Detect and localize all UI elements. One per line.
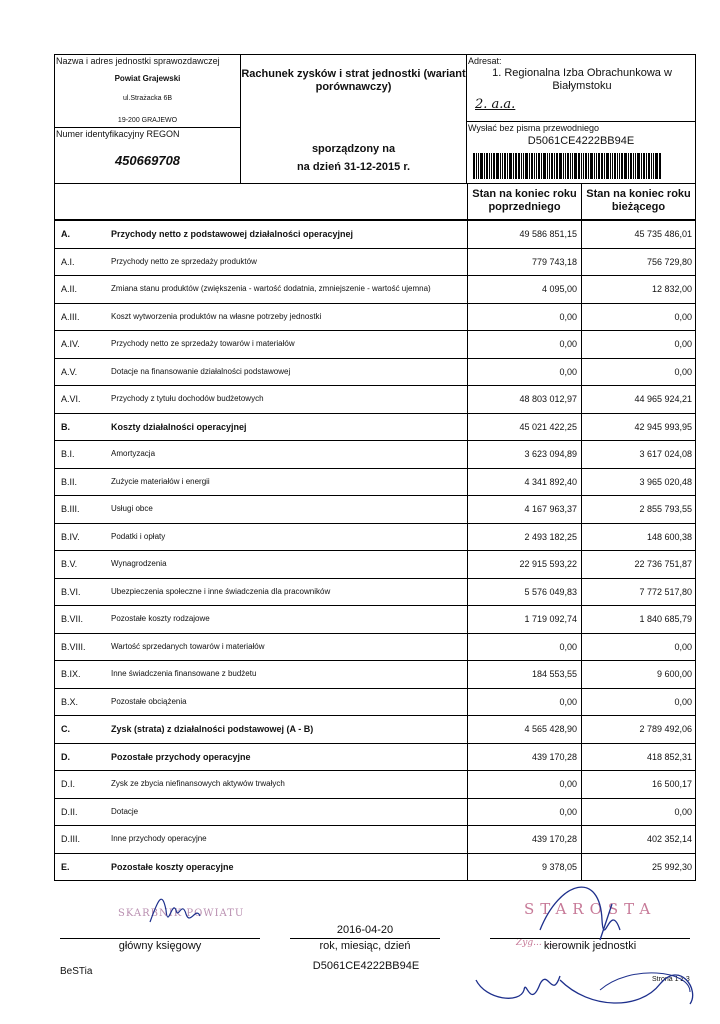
row-curr-value: 0,00 xyxy=(581,331,695,358)
barcode-bar xyxy=(637,153,640,179)
circle-scribble xyxy=(600,973,690,992)
table-row xyxy=(55,248,695,276)
barcode-bar xyxy=(559,153,562,179)
row-name: Usługi obce xyxy=(111,504,153,514)
barcode-bar xyxy=(596,153,597,179)
table-row xyxy=(55,468,695,496)
barcode-bar xyxy=(491,153,492,179)
accountant-signature xyxy=(150,899,200,922)
table-row xyxy=(55,330,695,358)
column-prev-year: Stan na koniec roku poprzedniego xyxy=(467,184,581,219)
table-row xyxy=(55,743,695,771)
barcode-bar xyxy=(476,153,477,179)
table-row xyxy=(55,385,695,413)
row-code: C. xyxy=(61,724,70,735)
table-row xyxy=(55,688,695,716)
report-header xyxy=(54,54,696,184)
barcode-bar xyxy=(521,153,522,179)
row-prev-value: 4 167 963,37 xyxy=(467,496,581,523)
date-label: rok, miesiąc, dzień xyxy=(319,940,411,952)
barcode-bar xyxy=(655,153,658,179)
unit-label: Nazwa i adres jednostki sprawozdawczej xyxy=(56,56,220,66)
row-prev-value: 49 586 851,15 xyxy=(467,221,581,248)
row-curr-value: 148 600,38 xyxy=(581,524,695,551)
row-code: D.III. xyxy=(61,834,81,845)
row-name: Podatki i opłaty xyxy=(111,531,166,541)
row-curr-value: 2 855 793,55 xyxy=(581,496,695,523)
row-code: A.I. xyxy=(61,256,75,267)
row-prev-value: 3 623 094,89 xyxy=(467,441,581,468)
barcode-bar xyxy=(534,153,535,179)
row-curr-value: 756 729,80 xyxy=(581,249,695,276)
row-curr-value: 16 500,17 xyxy=(581,771,695,798)
table-row xyxy=(55,303,695,331)
barcode-bar xyxy=(484,153,485,179)
row-prev-value: 48 803 012,97 xyxy=(467,386,581,413)
regon-number: 450669708 xyxy=(114,153,181,168)
table-row xyxy=(55,440,695,468)
table-row xyxy=(55,798,695,826)
income-statement-table xyxy=(54,220,696,881)
barcode-bar xyxy=(563,153,564,179)
table-row xyxy=(55,660,695,688)
row-curr-value: 22 736 751,87 xyxy=(581,551,695,578)
barcode-bar xyxy=(628,153,629,179)
row-prev-value: 0,00 xyxy=(467,634,581,661)
table-row xyxy=(55,633,695,661)
table-row xyxy=(55,495,695,523)
row-curr-value: 42 945 993,95 xyxy=(581,414,695,441)
barcode-bar xyxy=(529,153,530,179)
table-row xyxy=(55,770,695,798)
barcode-bar xyxy=(610,153,611,179)
row-name: Wynagrodzenia xyxy=(111,559,167,569)
row-name: Przychody z tytułu dochodów budżetowych xyxy=(111,394,264,404)
row-curr-value: 418 852,31 xyxy=(581,744,695,771)
row-prev-value: 0,00 xyxy=(467,771,581,798)
signature-date: 2016-04-20 xyxy=(336,924,394,936)
row-code: B.VIII. xyxy=(61,641,86,652)
row-prev-value: 2 493 182,25 xyxy=(467,524,581,551)
row-name: Przychody netto z podstawowej działalności operacyjnej xyxy=(111,229,354,240)
row-code: D. xyxy=(61,751,70,762)
barcode-bar xyxy=(541,153,542,179)
row-name: Zysk ze zbycia niefinansowych aktywów trwałych xyxy=(111,779,285,789)
row-name: Dotacje xyxy=(111,806,139,816)
row-curr-value: 3 617 024,08 xyxy=(581,441,695,468)
row-name: Inne przychody operacyjne xyxy=(111,834,207,844)
row-curr-value: 12 832,00 xyxy=(581,276,695,303)
software-name: BeSTia xyxy=(60,966,93,977)
barcode-bar xyxy=(509,153,512,179)
head-label: kierownik jednostki xyxy=(543,940,637,952)
barcode-bar xyxy=(653,153,654,179)
barcode-bar xyxy=(515,153,517,179)
document-code: D5061CE4222BB94E xyxy=(527,135,635,147)
row-code: B.II. xyxy=(61,476,78,487)
barcode-bar xyxy=(601,153,603,179)
row-curr-value: 45 735 486,01 xyxy=(581,221,695,248)
table-row xyxy=(55,220,695,248)
barcode-bar xyxy=(648,153,650,179)
row-name: Pozostałe koszty rodzajowe xyxy=(111,614,210,624)
barcode-bar xyxy=(621,153,623,179)
barcode-bar xyxy=(646,153,647,179)
barcode-bar xyxy=(538,153,540,179)
barcode-bar xyxy=(614,153,616,179)
barcode-bar xyxy=(507,153,508,179)
bottom-signature xyxy=(476,975,693,1004)
barcode-bar xyxy=(547,153,548,179)
unit-cell xyxy=(55,55,241,183)
barcode-bar xyxy=(502,153,503,179)
row-code: B.VII. xyxy=(61,614,84,625)
barcode-bar xyxy=(612,153,613,179)
accountant-label: główny księgowy xyxy=(118,940,202,952)
row-name: Koszty działalności operacyjnej xyxy=(111,421,247,432)
row-curr-value: 7 772 517,80 xyxy=(581,579,695,606)
head-signature xyxy=(540,887,620,940)
prepared-label: sporządzony na xyxy=(311,143,396,155)
row-prev-value: 0,00 xyxy=(467,799,581,826)
accountant-stamp: SKARBNIK POWIATU xyxy=(118,908,245,919)
row-name: Przychody netto ze sprzedaży towarów i materiałów xyxy=(111,339,295,349)
barcode-bar xyxy=(549,153,550,179)
starosta-stamp-sub: Zyg... ... xyxy=(516,938,554,948)
barcode-bar xyxy=(473,153,475,179)
divider xyxy=(55,127,240,128)
barcode-bar xyxy=(513,153,514,179)
table-row xyxy=(55,605,695,633)
row-code: D.II. xyxy=(61,806,78,817)
barcode-bar xyxy=(590,153,593,179)
barcode-bar xyxy=(581,153,582,179)
table-row xyxy=(55,550,695,578)
unit-street: ul.Strażacka 6B xyxy=(122,95,173,102)
signature-footer xyxy=(0,880,720,1024)
recipient-name: 1. Regionalna Izba Obrachunkowa w Białymstoku xyxy=(492,67,672,92)
row-prev-value: 0,00 xyxy=(467,331,581,358)
barcode-bar xyxy=(619,153,620,179)
row-name: Zmiana stanu produktów (zwiększenia - wartość dodatnia, zmniejszenie - wartość ujemna) xyxy=(111,284,431,294)
regon-label: Numer identyfikacyjny REGON xyxy=(56,129,180,139)
row-prev-value: 0,00 xyxy=(467,689,581,716)
row-code: A.VI. xyxy=(61,394,81,405)
barcode-bar xyxy=(604,153,605,179)
barcode-bar xyxy=(643,153,645,179)
row-name: Inne świadczenia finansowane z budżetu xyxy=(111,669,257,679)
row-prev-value: 4 565 428,90 xyxy=(467,716,581,743)
table-row xyxy=(55,853,695,881)
row-prev-value: 4 095,00 xyxy=(467,276,581,303)
table-row xyxy=(55,523,695,551)
row-prev-value: 439 170,28 xyxy=(467,744,581,771)
barcode-bar xyxy=(536,153,537,179)
row-name: Pozostałe przychody operacyjne xyxy=(111,751,251,762)
table-row xyxy=(55,578,695,606)
row-prev-value: 184 553,55 xyxy=(467,661,581,688)
row-code: B.V. xyxy=(61,559,78,570)
row-name: Przychody netto ze sprzedaży produktów xyxy=(111,256,257,266)
barcode-bar xyxy=(551,153,553,179)
barcode-bar xyxy=(578,153,580,179)
recipient-cell xyxy=(467,55,695,183)
table-row xyxy=(55,275,695,303)
divider xyxy=(467,121,695,122)
column-headers xyxy=(54,184,696,220)
barcode-bar xyxy=(641,153,642,179)
unit-city: 19-200 GRAJEWO xyxy=(117,117,178,124)
row-curr-value: 44 965 924,21 xyxy=(581,386,695,413)
row-curr-value: 25 992,30 xyxy=(581,854,695,881)
row-prev-value: 1 719 092,74 xyxy=(467,606,581,633)
barcode-bar xyxy=(583,153,584,179)
row-code: A.IV. xyxy=(61,339,80,350)
row-prev-value: 22 915 593,22 xyxy=(467,551,581,578)
barcode-bar xyxy=(531,153,533,179)
barcode-bar xyxy=(565,153,566,179)
row-code: B.IV. xyxy=(61,531,80,542)
barcode-bar xyxy=(570,153,571,179)
barcode-bar xyxy=(598,153,600,179)
barcode-bar xyxy=(594,153,595,179)
row-curr-value: 0,00 xyxy=(581,634,695,661)
row-name: Zużycie materiałów i energii xyxy=(111,476,210,486)
barcode-bar xyxy=(486,153,488,179)
barcode-bar xyxy=(572,153,573,179)
barcode xyxy=(473,153,689,179)
row-code: A.V. xyxy=(61,366,78,377)
row-curr-value: 402 352,14 xyxy=(581,826,695,853)
row-prev-value: 779 743,18 xyxy=(467,249,581,276)
barcode-bar xyxy=(630,153,632,179)
barcode-bar xyxy=(504,153,506,179)
report-date: na dzień 31-12-2015 r. xyxy=(296,161,411,173)
barcode-bar xyxy=(588,153,589,179)
row-code: D.I. xyxy=(61,779,76,790)
row-name: Ubezpieczenia społeczne i inne świadczenia dla pracowników xyxy=(111,586,331,596)
barcode-bar xyxy=(543,153,546,179)
row-curr-value: 0,00 xyxy=(581,359,695,386)
barcode-bar xyxy=(574,153,577,179)
row-prev-value: 9 378,05 xyxy=(467,854,581,881)
column-curr-year: Stan na koniec roku bieżącego xyxy=(581,184,695,219)
table-row xyxy=(55,358,695,386)
row-prev-value: 4 341 892,40 xyxy=(467,469,581,496)
barcode-bar xyxy=(617,153,618,179)
barcode-bar xyxy=(493,153,495,179)
row-code: B.X. xyxy=(61,696,79,707)
row-code: B.III. xyxy=(61,504,80,515)
barcode-bar xyxy=(585,153,587,179)
barcode-bar xyxy=(478,153,479,179)
row-code: A.III. xyxy=(61,311,80,322)
barcode-bar xyxy=(606,153,609,179)
footer-code: D5061CE4222BB94E xyxy=(312,960,420,972)
row-name: Koszt wytworzenia produktów na własne potrzeby jednostki xyxy=(111,311,322,321)
row-curr-value: 0,00 xyxy=(581,304,695,331)
row-code: B.I. xyxy=(61,449,75,460)
title-cell xyxy=(241,55,467,183)
row-code: A. xyxy=(61,229,70,240)
report-title: Rachunek zysków i strat jednostki (wariant porównawczy) xyxy=(241,68,466,93)
row-prev-value: 0,00 xyxy=(467,359,581,386)
row-code: B.VI. xyxy=(61,586,81,597)
row-curr-value: 2 789 492,06 xyxy=(581,716,695,743)
barcode-bar xyxy=(523,153,524,179)
barcode-bar xyxy=(480,153,483,179)
barcode-bar xyxy=(633,153,634,179)
row-code: E. xyxy=(61,861,70,872)
handwritten-note: 2. a.a. xyxy=(475,97,516,112)
table-row xyxy=(55,825,695,853)
row-prev-value: 45 021 422,25 xyxy=(467,414,581,441)
row-code: B.IX. xyxy=(61,669,81,680)
row-name: Pozostałe koszty operacyjne xyxy=(111,861,234,872)
row-name: Dotacje na finansowanie działalności podstawowej xyxy=(111,366,291,376)
row-code: A.II. xyxy=(61,284,78,295)
table-row xyxy=(55,715,695,743)
row-prev-value: 5 576 049,83 xyxy=(467,579,581,606)
row-curr-value: 0,00 xyxy=(581,799,695,826)
barcode-bar xyxy=(518,153,520,179)
barcode-bar xyxy=(556,153,558,179)
row-prev-value: 0,00 xyxy=(467,304,581,331)
barcode-bar xyxy=(567,153,569,179)
row-name: Zysk (strata) z działalności podstawowej (A - B) xyxy=(111,724,314,735)
row-code: B. xyxy=(61,421,70,432)
barcode-bar xyxy=(525,153,528,179)
row-curr-value: 3 965 020,48 xyxy=(581,469,695,496)
unit-name: Powiat Grajewski xyxy=(114,74,181,83)
barcode-bar xyxy=(635,153,636,179)
barcode-bar xyxy=(489,153,490,179)
page-number: Strona 1 z 3 xyxy=(652,976,690,983)
send-label: Wysłać bez pisma przewodniego xyxy=(468,123,599,133)
signature-drawing xyxy=(0,880,720,1024)
barcode-bar xyxy=(496,153,499,179)
row-curr-value: 0,00 xyxy=(581,689,695,716)
barcode-bar xyxy=(624,153,627,179)
starosta-stamp: STAROSTA xyxy=(524,900,657,918)
recipient-label: Adresat: xyxy=(468,56,502,66)
row-prev-value: 439 170,28 xyxy=(467,826,581,853)
barcode-bar xyxy=(659,153,661,179)
table-row xyxy=(55,413,695,441)
barcode-bar xyxy=(554,153,555,179)
barcode-bar xyxy=(500,153,501,179)
row-name: Amortyzacja xyxy=(111,449,156,459)
row-curr-value: 1 840 685,79 xyxy=(581,606,695,633)
row-name: Pozostałe obciążenia xyxy=(111,696,187,706)
row-curr-value: 9 600,00 xyxy=(581,661,695,688)
barcode-bar xyxy=(651,153,652,179)
row-name: Wartość sprzedanych towarów i materiałów xyxy=(111,641,265,651)
